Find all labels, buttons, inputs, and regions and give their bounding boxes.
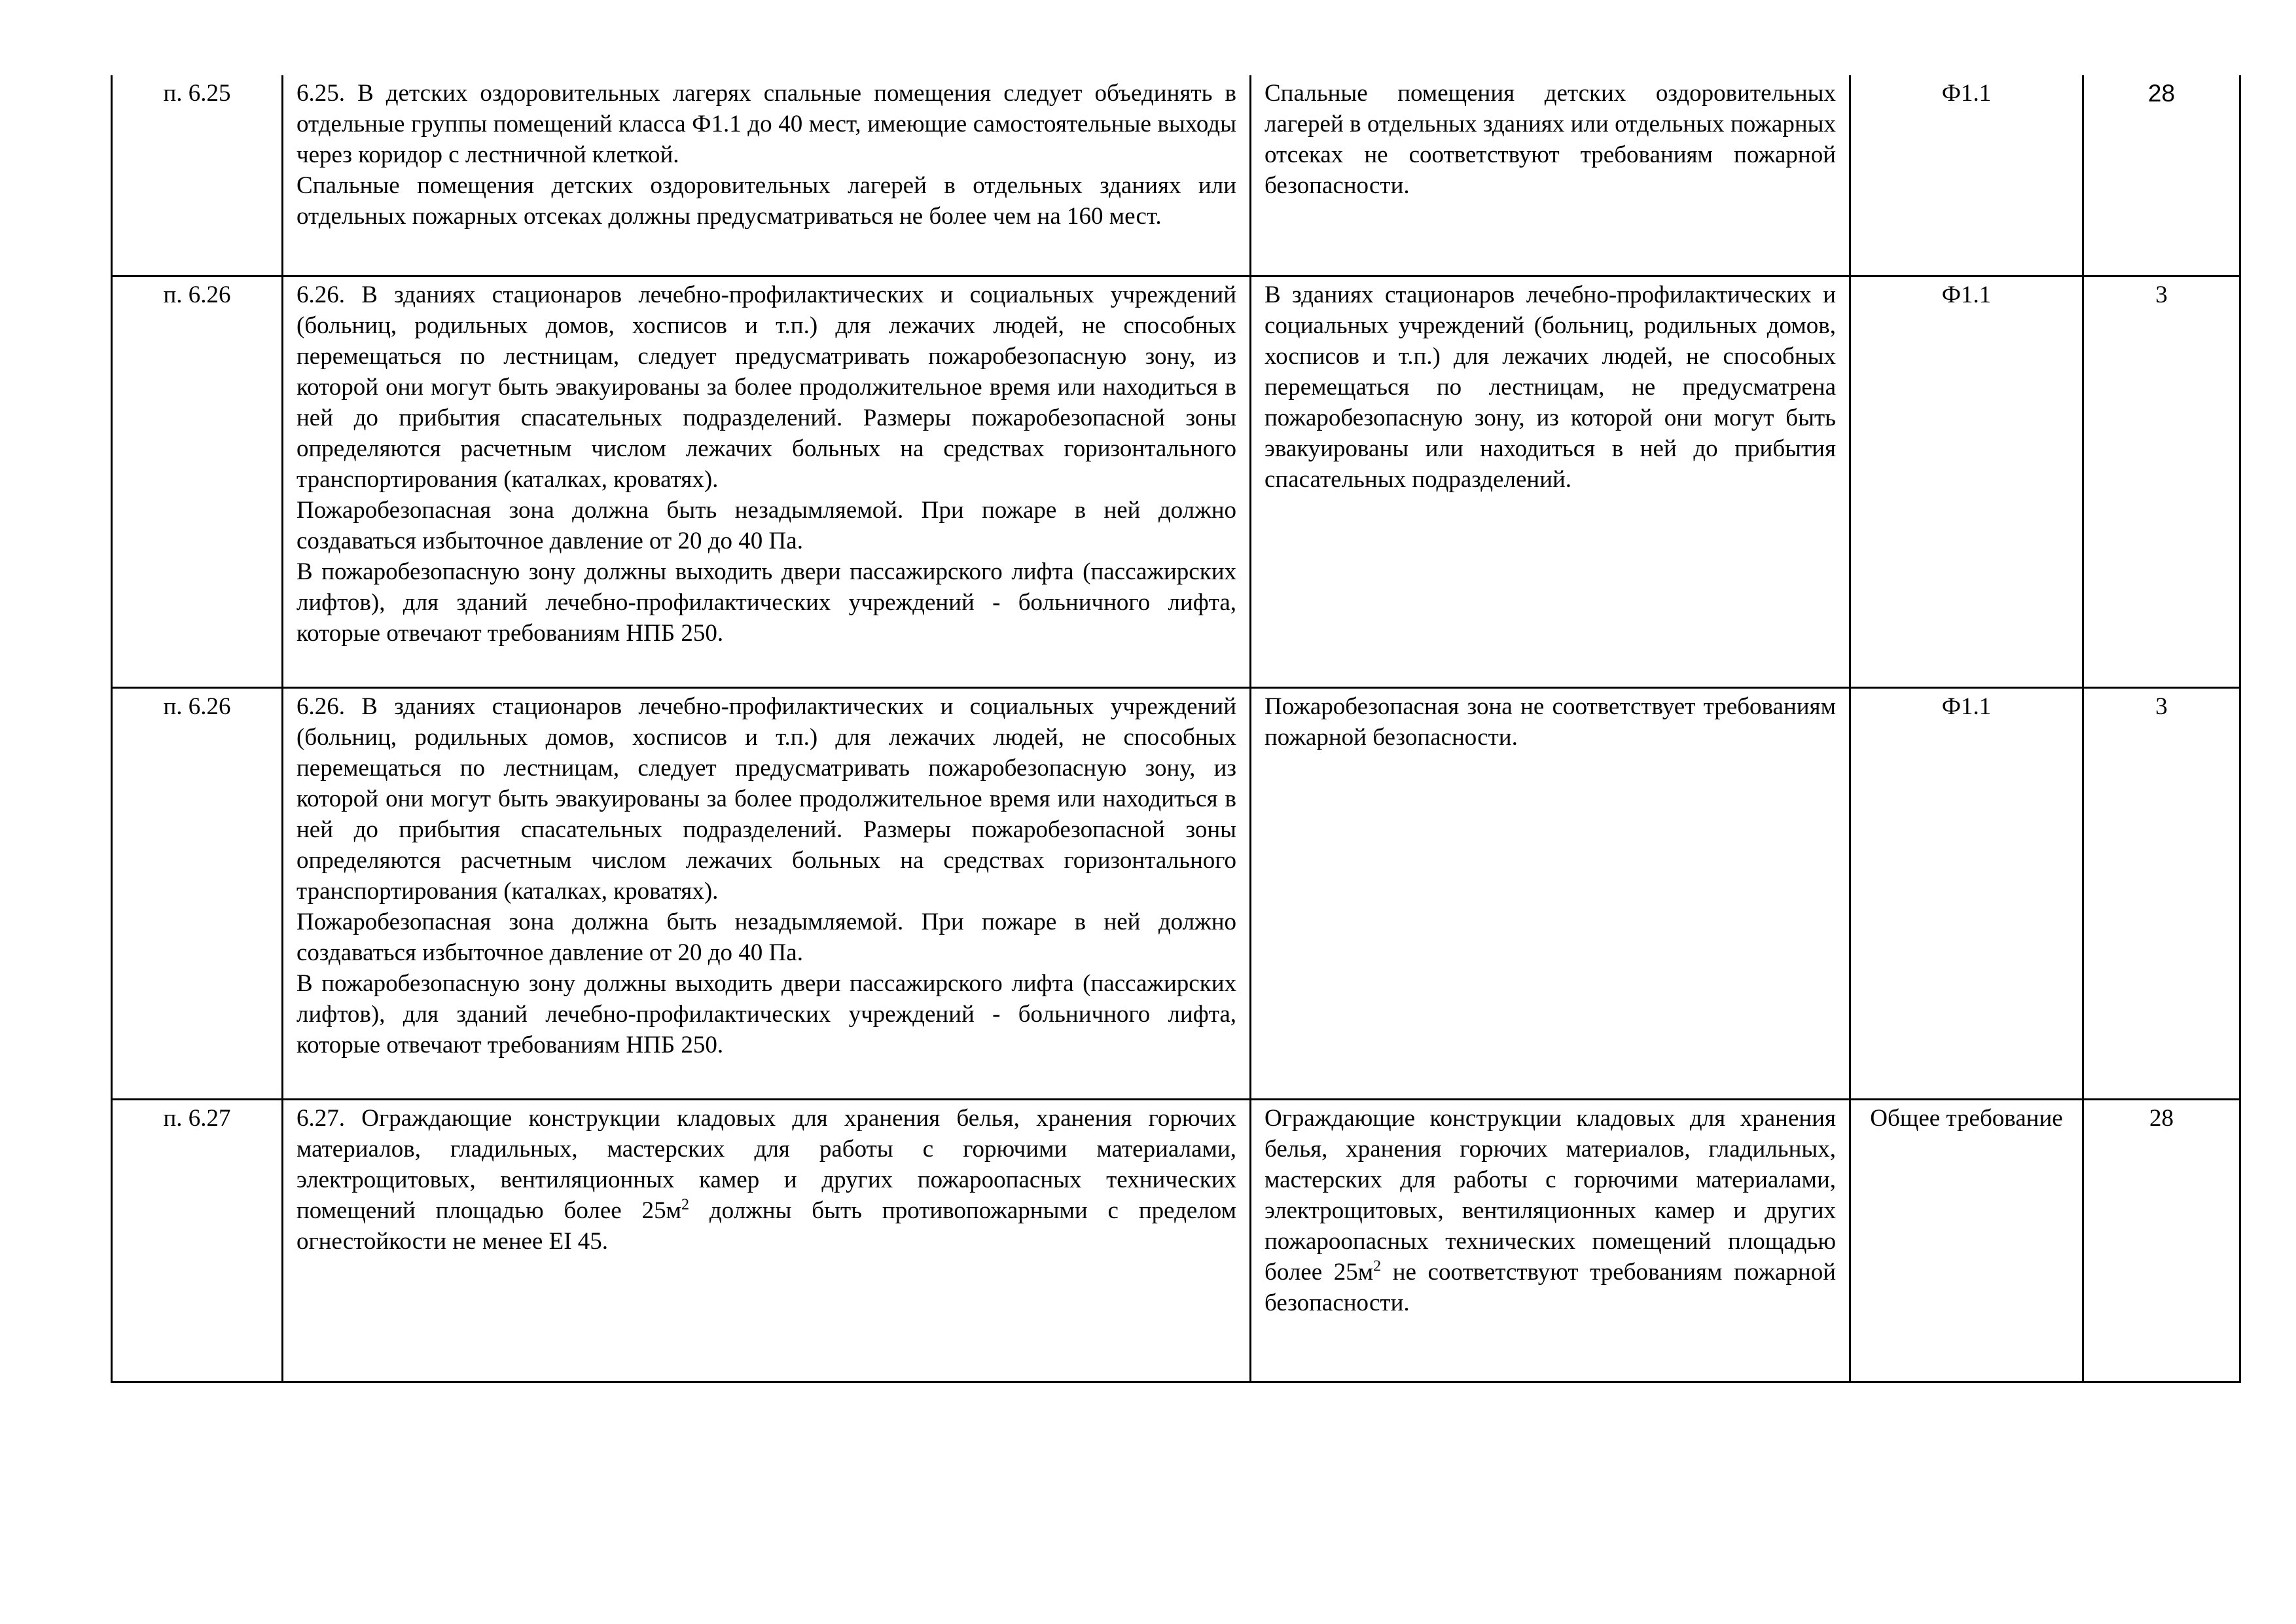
requirement-paragraph: Спальные помещения детских оздоровительных лагерей в отдельных зданиях или отдельных пожарных отсеках должны предусматриваться не более чем на 160 мест. <box>296 172 1236 230</box>
clause-ref: п. 6.26 <box>112 276 283 687</box>
requirement-paragraph: Пожаробезопасная зона должна быть незадымляемой. При пожаре в ней должно создаваться избыточное давление от 20 до 40 Па. <box>296 908 1236 966</box>
violation-text <box>1251 276 1850 687</box>
requirement-paragraph: В пожаробезопасную зону должны выходить двери пассажирского лифта (пассажирских лифтов), для зданий лечебно-профилактических учреждений - больничного лифта, которые отвечают требованиям НПБ 250. <box>296 969 1236 1058</box>
class-cell: Общее требование <box>1850 1099 2083 1382</box>
class-cell: Ф1.1 <box>1850 75 2083 276</box>
clause-ref: п. 6.25 <box>112 75 283 276</box>
violation-text <box>1251 75 1850 276</box>
requirement-paragraph: Пожаробезопасная зона должна быть незадымляемой. При пожаре в ней должно создаваться избыточное давление от 20 до 40 Па. <box>296 496 1236 554</box>
table-row <box>112 687 2240 1099</box>
requirement-text-part: 6.27. Ограждающие конструкции кладовых для хранения белья, хранения горючих материалов, гладильных, мастерских для работы с горючими материалами, электрощитовых, вентиляционных камер и других пожароопасных технических помещений площадью более 25м <box>296 1104 1236 1224</box>
violation-paragraph: Пожаробезопасная зона не соответствует требованиям пожарной безопасности. <box>1265 693 1836 751</box>
count-cell: 28 <box>2083 1099 2240 1382</box>
requirement-paragraph: 6.25. В детских оздоровительных лагерях спальные помещения следует объединять в отдельные группы помещений класса Ф1.1 до 40 мест, имеющие самостоятельные выходы через коридор с лестничной клеткой. <box>296 80 1236 168</box>
table-row <box>112 75 2240 276</box>
violation-text-part: не соответствуют требованиям пожарной безопасности. <box>1265 1258 1837 1316</box>
requirement-text <box>283 687 1251 1099</box>
count-cell: 3 <box>2083 687 2240 1099</box>
violation-paragraph: В зданиях стационаров лечебно-профилактических и социальных учреждений (больниц, родильных домов, хосписов и т.п.) для лежачих людей, не способных перемещаться по лестницам, не предусматрена пожаробезопасную зону, из которой они могут быть эвакуированы или находиться в ней до прибытия спасательных подразделений. <box>1265 281 1836 493</box>
requirement-text-part: должны быть противопожарными с пределом огнестойкости не менее EI 45. <box>296 1197 1237 1255</box>
requirement-text <box>283 75 1251 276</box>
requirement-text <box>283 1099 1251 1382</box>
table-row <box>112 1099 2240 1382</box>
violation-text <box>1251 1099 1850 1382</box>
requirement-paragraph: В пожаробезопасную зону должны выходить двери пассажирского лифта (пассажирских лифтов), для зданий лечебно-профилактических учреждений - больничного лифта, которые отвечают требованиям НПБ 250. <box>296 558 1236 647</box>
requirement-paragraph: 6.26. В зданиях стационаров лечебно-профилактических и социальных учреждений (больниц, родильных домов, хосписов и т.п.) для лежачих людей, не способных перемещаться по лестницам, следует предусматривать пожаробезопасную зону, из которой они могут быть эвакуированы за более продолжительное время или находиться в ней до прибытия спасательных подразделений. Размеры пожаробезопасной зоны определяются расчетным числом лежачих больных на средствах горизонтального транспортирования (каталках, кроватях). <box>296 281 1236 493</box>
superscript: 2 <box>681 1196 689 1214</box>
violation-paragraph <box>1265 1103 1836 1318</box>
violation-text <box>1251 687 1850 1099</box>
class-cell: Ф1.1 <box>1850 687 2083 1099</box>
clause-ref: п. 6.27 <box>112 1099 283 1382</box>
requirement-paragraph <box>296 1103 1236 1257</box>
requirement-text <box>283 276 1251 687</box>
class-cell: Ф1.1 <box>1850 276 2083 687</box>
violation-paragraph: Спальные помещения детских оздоровительных лагерей в отдельных зданиях или отдельных пожарных отсеках не соответствуют требованиям пожарной безопасности. <box>1265 80 1836 199</box>
clause-ref: п. 6.26 <box>112 687 283 1099</box>
requirement-paragraph: 6.26. В зданиях стационаров лечебно-профилактических и социальных учреждений (больниц, родильных домов, хосписов и т.п.) для лежачих людей, не способных перемещаться по лестницам, следует предусматривать пожаробезопасную зону, из которой они могут быть эвакуированы за более продолжительное время или находиться в ней до прибытия спасательных подразделений. Размеры пожаробезопасной зоны определяются расчетным числом лежачих больных на средствах горизонтального транспортирования (каталках, кроватях). <box>296 693 1236 905</box>
requirements-table <box>111 75 2241 1383</box>
violation-text-part: Ограждающие конструкции кладовых для хранения белья, хранения горючих материалов, гладильных, мастерских для работы с горючими материалами, электрощитовых, вентиляционных камер и других пожароопасных технических помещений площадью более 25м <box>1265 1104 1836 1286</box>
count-cell: 3 <box>2083 276 2240 687</box>
superscript: 2 <box>1373 1257 1382 1275</box>
count-cell: 28 <box>2083 75 2240 276</box>
table-row <box>112 276 2240 687</box>
